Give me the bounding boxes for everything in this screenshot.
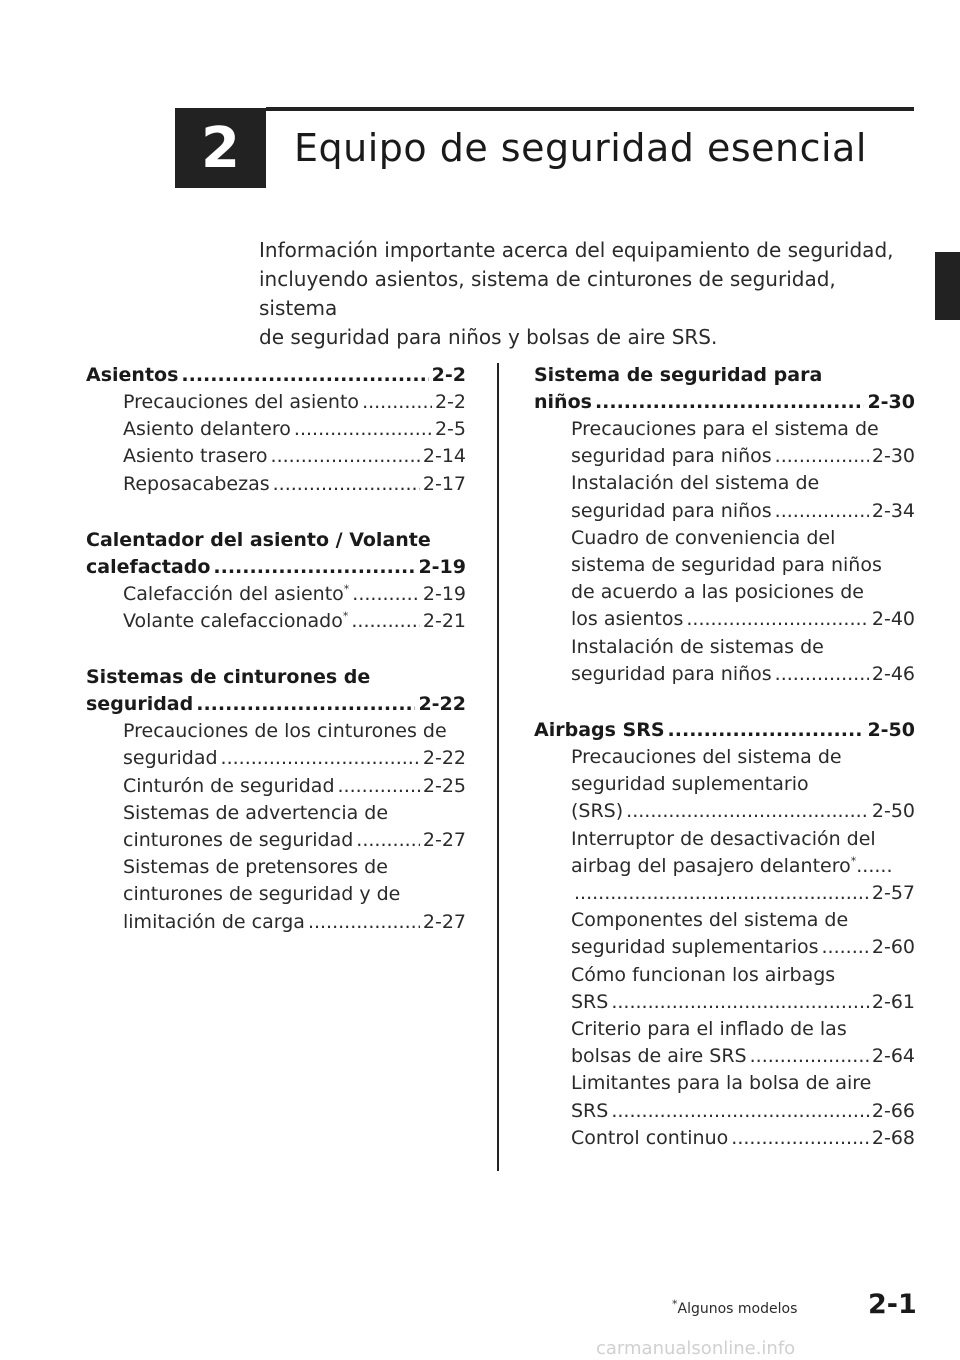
section-title-line: Calentador del asiento / Volante	[86, 528, 431, 551]
toc-entry	[123, 773, 466, 800]
dot-leader	[595, 389, 865, 416]
toc-section	[534, 717, 915, 1152]
entry-line: Cuadro de conveniencia del	[571, 526, 836, 549]
entry-line: Instalación del sistema de	[571, 472, 820, 495]
toc-entry	[123, 718, 466, 772]
entry-label: seguridad para niños	[571, 445, 772, 468]
toc-entry	[571, 1016, 915, 1070]
asterisk: *	[850, 854, 857, 868]
dot-leader	[686, 606, 869, 633]
entry-page: 2-46	[871, 662, 915, 685]
entry-line: sistema de seguridad para niños	[571, 554, 882, 577]
entry-label: SRS	[571, 990, 609, 1013]
entry-line: Interruptor de desactivación del	[571, 827, 876, 850]
entry-page: 2-57	[871, 882, 915, 905]
dot-leader	[181, 362, 428, 389]
section-page: 2-22	[418, 693, 466, 716]
entry-label: los asientos	[571, 608, 684, 631]
dot-leader	[822, 934, 869, 961]
dot-leader	[294, 416, 432, 443]
entry-row	[123, 608, 466, 635]
entry-label: cinturones de seguridad	[123, 829, 354, 852]
toc-entry	[571, 826, 915, 908]
entry-label: Reposacabezas	[123, 472, 270, 495]
entry-label: limitación de carga	[123, 910, 305, 933]
toc-entries	[86, 389, 466, 498]
entry-page: 2-22	[422, 747, 466, 770]
entry-row	[571, 798, 915, 825]
entry-label: Volante calefaccionado*	[123, 609, 349, 633]
entry-label: seguridad para niños	[571, 662, 772, 685]
entry-line: Sistemas de pretensores de	[123, 856, 388, 879]
entry-page: 2-30	[871, 445, 915, 468]
toc-entry	[571, 416, 915, 470]
entry-row	[571, 661, 915, 688]
entry-row	[123, 443, 466, 470]
dot-leader	[611, 1098, 869, 1125]
dot-leader	[362, 389, 432, 416]
entry-page: 2-68	[871, 1126, 915, 1149]
intro-line: Información importante acerca del equipamiento de seguridad,	[259, 238, 894, 262]
toc-entry	[571, 744, 915, 826]
dot-leader	[668, 717, 865, 744]
toc-entry	[571, 962, 915, 1016]
entry-label: Cinturón de seguridad	[123, 774, 335, 797]
chapter-number-box	[175, 108, 266, 188]
dot-leader	[574, 880, 869, 907]
toc-column-right	[534, 362, 915, 1181]
entry-page: 2-27	[422, 910, 466, 933]
entry-page: 2-64	[871, 1045, 915, 1068]
toc-entry	[571, 1125, 915, 1152]
entry-label: SRS	[571, 1099, 609, 1122]
dot-leader	[308, 909, 420, 936]
entry-line: Sistemas de advertencia de	[123, 801, 389, 824]
toc-section	[534, 362, 915, 688]
entry-line: airbag del pasajero delantero*......	[571, 854, 893, 877]
dot-leader	[626, 798, 869, 825]
entry-page: 2-27	[422, 829, 466, 852]
entry-row	[123, 745, 466, 772]
section-title-line: Sistema de seguridad para	[534, 364, 823, 386]
dot-leader	[338, 773, 420, 800]
entry-row	[123, 416, 466, 443]
section-title-line: Sistemas de cinturones de	[86, 666, 371, 689]
section-title: Asientos	[86, 364, 179, 386]
intro-line: de seguridad para niños y bolsas de aire SRS.	[259, 325, 718, 349]
entry-label: seguridad para niños	[571, 499, 772, 522]
asterisk: *	[343, 582, 350, 596]
entry-page: 2-21	[422, 610, 466, 633]
title-rule	[266, 107, 914, 111]
entry-page: 2-17	[422, 472, 466, 495]
chapter-number: 2	[201, 115, 240, 181]
entry-page: 2-19	[422, 582, 466, 605]
entry-row	[123, 909, 466, 936]
toc-entry	[123, 854, 466, 936]
section-title: niños	[534, 391, 592, 413]
entry-page: 2-5	[434, 418, 466, 441]
entry-row	[571, 443, 915, 470]
entry-page: 2-61	[871, 990, 915, 1013]
toc-entry	[123, 800, 466, 854]
toc-entries	[534, 744, 915, 1152]
dot-leader	[352, 581, 420, 608]
entry-row	[571, 606, 915, 633]
toc-entries	[534, 416, 915, 688]
entry-row	[123, 389, 466, 416]
section-title: seguridad	[86, 693, 194, 716]
entry-row	[571, 934, 915, 961]
entry-page: 2-2	[434, 391, 466, 413]
footnote-star: *	[672, 1297, 678, 1311]
section-title-row	[86, 362, 466, 389]
dot-leader	[273, 471, 420, 498]
entry-label: Asiento delantero	[123, 418, 291, 441]
dot-leader	[775, 661, 869, 688]
entry-row	[571, 1098, 915, 1125]
intro-line: incluyendo asientos, sistema de cinturones de seguridad, sistema	[259, 267, 836, 320]
entry-line: Instalación de sistemas de	[571, 635, 824, 658]
entry-row	[123, 471, 466, 498]
entry-label: Control continuo	[571, 1126, 729, 1149]
footnote-text: Algunos modelos	[677, 1301, 798, 1317]
entry-row	[123, 581, 466, 608]
dot-leader	[221, 745, 420, 772]
entry-page: 2-40	[871, 608, 915, 631]
entry-line: Componentes del sistema de	[571, 909, 849, 932]
section-page: 2-50	[867, 719, 915, 742]
entry-page: 2-34	[871, 499, 915, 522]
entry-label: bolsas de aire SRS	[571, 1045, 747, 1068]
entry-line: Precauciones del sistema de	[571, 746, 842, 769]
chapter-title: Equipo de seguridad esencial	[294, 126, 867, 170]
toc-section	[86, 362, 466, 498]
section-title: Airbags SRS	[534, 719, 665, 742]
entry-line: Criterio para el inflado de las	[571, 1018, 847, 1041]
toc-entry	[123, 416, 466, 443]
footnote	[672, 1297, 798, 1317]
toc-entries	[86, 581, 466, 635]
column-divider	[497, 363, 499, 1171]
entry-label: Calefacción del asiento*	[123, 582, 350, 605]
toc-entry	[571, 525, 915, 634]
entry-line: de acuerdo a las posiciones de	[571, 581, 864, 604]
toc-section	[86, 664, 466, 936]
section-title-row	[86, 691, 466, 718]
dot-leader	[196, 691, 415, 718]
toc-column-left	[86, 362, 466, 965]
section-title: calefactado	[86, 555, 211, 578]
dot-leader	[775, 498, 869, 525]
dot-leader	[731, 1125, 869, 1152]
entry-label: seguridad	[123, 747, 218, 770]
dot-leader	[750, 1043, 869, 1070]
page-number: 2-1	[868, 1289, 917, 1320]
entry-label: Asiento trasero	[123, 445, 268, 468]
toc-entry	[571, 1070, 915, 1124]
section-title-row	[534, 389, 915, 416]
entry-line: Precauciones para el sistema de	[571, 418, 879, 440]
dot-leader	[611, 989, 869, 1016]
entry-row	[571, 1043, 915, 1070]
chapter-side-tab	[935, 252, 960, 320]
toc-entry	[123, 443, 466, 470]
entry-row	[123, 827, 466, 854]
entry-line: cinturones de seguridad y de	[123, 883, 401, 906]
entry-row	[123, 773, 466, 800]
watermark: carmanualsonline.info	[596, 1338, 796, 1359]
entry-label: (SRS)	[571, 800, 624, 823]
asterisk: *	[342, 609, 349, 623]
entry-label: Precauciones del asiento	[123, 391, 360, 413]
entry-page: 2-25	[422, 774, 466, 797]
dot-leader	[213, 554, 415, 581]
entry-row	[571, 880, 915, 907]
section-title-row	[86, 554, 466, 581]
toc-entry	[123, 471, 466, 498]
section-title-row	[534, 717, 915, 744]
toc-entry	[571, 634, 915, 688]
toc-entries	[86, 718, 466, 936]
toc-entry	[571, 470, 915, 524]
toc-entry	[123, 581, 466, 608]
entry-line: Limitantes para la bolsa de aire	[571, 1072, 872, 1095]
entry-line: seguridad suplementario	[571, 773, 809, 796]
chapter-intro	[259, 236, 919, 352]
entry-row	[571, 989, 915, 1016]
dot-leader	[356, 827, 420, 854]
toc-entry	[123, 389, 466, 416]
section-page: 2-2	[431, 364, 466, 386]
dot-leader	[351, 608, 420, 635]
entry-page: 2-60	[871, 936, 915, 959]
toc-section	[86, 527, 466, 635]
toc-entry	[571, 907, 915, 961]
entry-row	[571, 498, 915, 525]
section-page: 2-30	[867, 391, 915, 413]
entry-line: Cómo funcionan los airbags	[571, 963, 836, 986]
entry-page: 2-66	[871, 1099, 915, 1122]
dot-leader	[271, 443, 420, 470]
entry-text: airbag del pasajero delantero	[571, 854, 851, 877]
dot-leader	[775, 443, 869, 470]
entry-page: 2-50	[871, 800, 915, 823]
entry-page: 2-14	[422, 445, 466, 468]
section-page: 2-19	[418, 555, 466, 578]
toc-entry	[123, 608, 466, 635]
entry-line: Precauciones de los cinturones de	[123, 720, 447, 743]
entry-row	[571, 1125, 915, 1152]
entry-label: seguridad suplementarios	[571, 936, 819, 959]
